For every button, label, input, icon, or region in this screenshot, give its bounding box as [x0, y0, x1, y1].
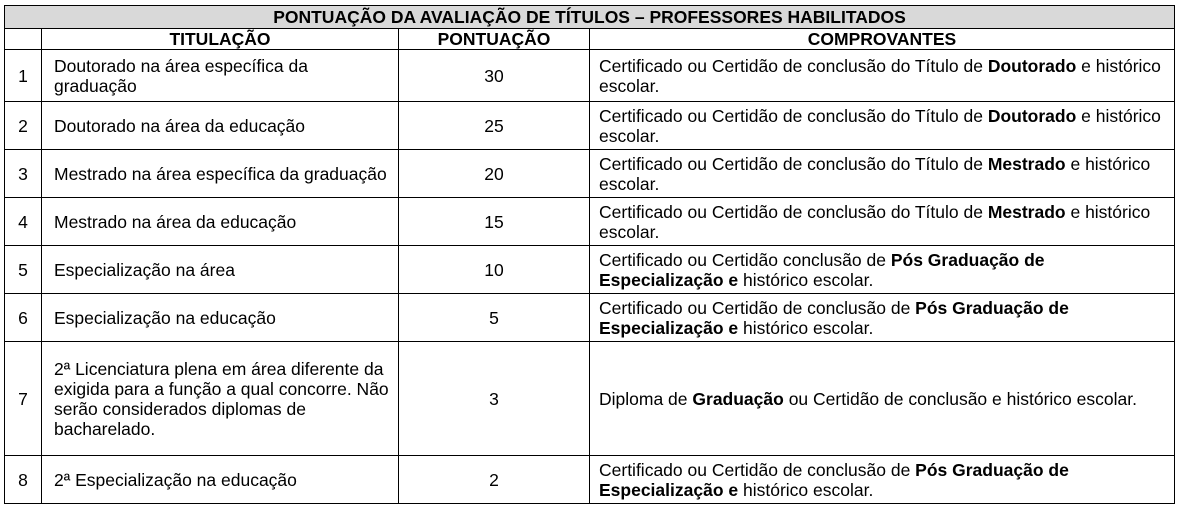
table-title: PONTUAÇÃO DA AVALIAÇÃO DE TÍTULOS – PROFESSORES HABILITADOS — [5, 6, 1175, 29]
comprovante-text: histórico escolar. — [738, 317, 874, 338]
table-row — [5, 294, 1175, 342]
scores-table — [4, 5, 1175, 504]
header-comprovantes: COMPROVANTES — [590, 29, 1175, 50]
comprovante-emphasis: Mestrado — [987, 201, 1066, 222]
row-titulacao: Mestrado na área da educação — [42, 198, 399, 246]
document-page — [4, 5, 1174, 504]
row-number: 6 — [5, 294, 42, 342]
row-pontuacao: 15 — [399, 198, 590, 246]
comprovante-text: Certificado ou Certidão de conclusão do Título de — [599, 201, 988, 222]
row-titulacao: Especialização na área — [42, 246, 399, 294]
row-number: 7 — [5, 342, 42, 456]
comprovante-text: Certificado ou Certidão de conclusão de — [599, 459, 916, 480]
row-comprovantes — [590, 294, 1175, 342]
row-pontuacao: 2 — [399, 456, 590, 504]
row-number: 8 — [5, 456, 42, 504]
row-titulacao: 2ª Especialização na educação — [42, 456, 399, 504]
comprovante-text: Certificado ou Certidão de conclusão de — [599, 297, 916, 318]
comprovante-emphasis: Pós Graduação de Especialização e — [599, 297, 1069, 338]
table-row — [5, 342, 1175, 456]
row-titulacao: Especialização na educação — [42, 294, 399, 342]
row-pontuacao: 3 — [399, 342, 590, 456]
comprovante-text: Certificado ou Certidão de conclusão do Título de — [599, 55, 988, 76]
comprovante-text: e histórico escolar. — [599, 153, 1151, 194]
table-body — [5, 50, 1175, 504]
table-row — [5, 50, 1175, 102]
row-comprovantes — [590, 102, 1175, 150]
row-comprovantes — [590, 456, 1175, 504]
row-titulacao: Doutorado na área específica da graduação — [42, 50, 399, 102]
row-comprovantes — [590, 198, 1175, 246]
row-pontuacao: 25 — [399, 102, 590, 150]
row-comprovantes — [590, 246, 1175, 294]
comprovante-text: e histórico escolar. — [599, 201, 1151, 242]
row-number: 5 — [5, 246, 42, 294]
header-number — [5, 29, 42, 50]
row-comprovantes — [590, 342, 1175, 456]
table-title-row — [5, 6, 1175, 29]
table-row — [5, 102, 1175, 150]
row-pontuacao: 20 — [399, 150, 590, 198]
row-titulacao: 2ª Licenciatura plena em área diferente da exigida para a função a qual concorre. Não serão considerados diplomas de bacharelado. — [42, 342, 399, 456]
header-titulacao: TITULAÇÃO — [42, 29, 399, 50]
comprovante-emphasis: Doutorado — [987, 55, 1077, 76]
row-number: 4 — [5, 198, 42, 246]
comprovante-emphasis: Doutorado — [987, 105, 1077, 126]
comprovante-emphasis: Pós Graduação de Especialização e — [599, 459, 1069, 500]
row-number: 1 — [5, 50, 42, 102]
row-number: 3 — [5, 150, 42, 198]
comprovante-emphasis: Mestrado — [987, 153, 1066, 174]
comprovante-text: e histórico escolar. — [599, 55, 1161, 96]
row-titulacao: Doutorado na área da educação — [42, 102, 399, 150]
comprovante-text: e histórico escolar. — [599, 105, 1161, 146]
table-header-row — [5, 29, 1175, 50]
row-number: 2 — [5, 102, 42, 150]
row-pontuacao: 10 — [399, 246, 590, 294]
comprovante-emphasis: Graduação — [692, 388, 784, 409]
table-row — [5, 456, 1175, 504]
comprovante-text: histórico escolar. — [738, 479, 874, 500]
row-pontuacao: 30 — [399, 50, 590, 102]
comprovante-text: Certificado ou Certidão de conclusão do Título de — [599, 153, 988, 174]
comprovante-text: Certificado ou Certidão de conclusão do Título de — [599, 105, 988, 126]
row-titulacao: Mestrado na área específica da graduação — [42, 150, 399, 198]
header-pontuacao: PONTUAÇÃO — [399, 29, 590, 50]
comprovante-text: ou Certidão de conclusão e histórico escolar. — [783, 388, 1137, 409]
row-comprovantes — [590, 150, 1175, 198]
comprovante-text: Diploma de — [599, 388, 693, 409]
comprovante-text: Certificado ou Certidão conclusão de — [599, 249, 891, 270]
comprovante-text: histórico escolar. — [738, 269, 874, 290]
table-row — [5, 150, 1175, 198]
table-row — [5, 198, 1175, 246]
table-row — [5, 246, 1175, 294]
row-pontuacao: 5 — [399, 294, 590, 342]
comprovante-emphasis: Pós Graduação de Especialização e — [599, 249, 1045, 290]
row-comprovantes — [590, 50, 1175, 102]
